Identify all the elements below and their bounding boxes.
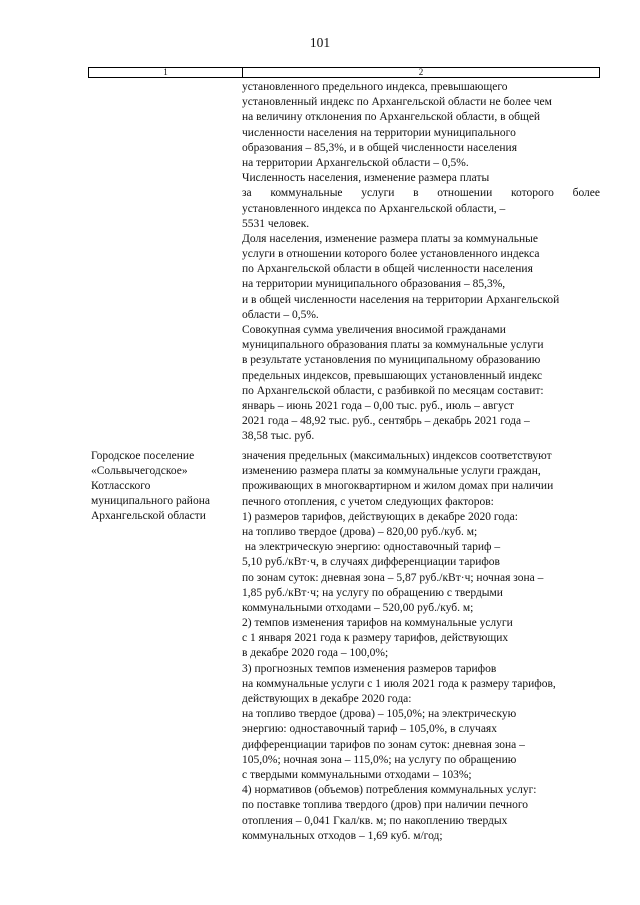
region-name-line: Котласского	[91, 480, 151, 492]
block2-line: значения предельных (максимальных) индексов соответствуют	[242, 450, 552, 462]
block2-line: действующих в декабре 2020 года:	[242, 693, 412, 705]
block2-text	[242, 449, 600, 844]
block2-line: с 1 января 2021 года к размеру тарифов, действующих	[242, 632, 509, 645]
block2-line: 5,10 руб./кВт·ч, в случаях дифференциации тарифов	[242, 556, 500, 569]
region-name-line: Городское поселение	[91, 450, 195, 462]
table-header-row	[88, 67, 600, 78]
column-2-header: 2	[418, 67, 424, 77]
block2-line: 1) размеров тарифов, действующих в декабре 2020 года:	[242, 510, 518, 523]
region-name-line: Архангельской области	[91, 510, 206, 522]
block2-line: коммунальных отходов – 1,69 куб. м/год;	[242, 829, 443, 842]
block1-line: услуги в отношении которого более установленного индекса	[242, 248, 540, 261]
block1-line: предельных индексов, превышающих установленный индекс	[242, 369, 543, 382]
block2-line: на коммунальные услуги с 1 июля 2021 года к размеру тарифов,	[242, 677, 556, 690]
block2-line: 2) темпов изменения тарифов на коммунальные услуги	[242, 617, 513, 630]
block2-line: по поставке топлива твердого (дров) при наличии печного	[242, 799, 529, 812]
block1-line: январь – июнь 2021 года – 0,00 тыс. руб., июль – август	[242, 399, 514, 412]
block2-line: по зонам суток: дневная зона – 5,87 руб./кВт·ч; ночная зона –	[242, 571, 544, 584]
block1-line: установленного индекса по Архангельской области, –	[242, 202, 506, 215]
block1-line: численности населения на территории муниципального	[242, 126, 516, 139]
block1-line: за коммунальные услуги в отношении которого более	[242, 187, 600, 200]
block2-line: энергию: одноставочный тариф – 105,0%, в случаях	[242, 723, 497, 736]
block1-line: Доля населения, изменение размера платы за коммунальные	[242, 232, 538, 245]
block1-line: области – 0,5%.	[242, 308, 319, 321]
block1-text	[242, 80, 600, 445]
region-name-line: муниципального района	[91, 495, 210, 507]
block2-line: 3) прогнозных темпов изменения размеров тарифов	[242, 662, 497, 675]
block1-line: по Архангельской области, с разбивкой по месяцам составит:	[242, 384, 544, 397]
block1-line: муниципального образования платы за коммунальные услуги	[242, 339, 544, 352]
block2-line: 1,85 руб./кВт·ч; на услугу по обращению с твердыми	[242, 586, 503, 599]
block2-line: 105,0%; ночная зона – 115,0%; на услугу по обращению	[242, 753, 517, 766]
block1-line: по Архангельской области в общей численности населения	[242, 263, 533, 276]
block2-line: печного отопления, с учетом следующих факторов:	[242, 495, 494, 508]
block1-line: на территории Архангельской области – 0,5%.	[242, 156, 469, 169]
block1-line: и в общей численности населения на территории Архангельской	[242, 293, 560, 306]
block2-line: с твердыми коммунальными отходами – 103%;	[242, 768, 472, 781]
block2-line: дифференциации тарифов по зонам суток: дневная зона –	[242, 738, 525, 751]
block1-line: на величину отклонения по Архангельской области, в общей	[242, 111, 541, 124]
region-name	[91, 449, 236, 524]
block1-line: 5531 человек.	[242, 217, 310, 230]
block2-line: проживающих в многоквартирном и жилом домах при наличии	[242, 480, 554, 493]
block1-line: на территории муниципального образования – 85,3%,	[242, 278, 506, 291]
block1-line: Численность населения, изменение размера платы	[242, 172, 490, 185]
block1-line: Совокупная сумма увеличения вносимой гражданами	[242, 324, 506, 336]
block2-line: коммунальными отходами – 520,00 руб./куб. м;	[242, 601, 474, 614]
block2-line: на электрическую энергию: одноставочный тариф –	[242, 541, 501, 554]
block2-line: на топливо твердое (дрова) – 105,0%; на электрическую	[242, 708, 517, 721]
block2-line: на топливо твердое (дрова) – 820,00 руб./куб. м;	[242, 525, 478, 538]
block1-line: 2021 года – 48,92 тыс. руб., сентябрь – декабрь 2021 года –	[242, 415, 530, 428]
page-number: 101	[309, 35, 331, 50]
block2-line: отопления – 0,041 Гкал/кв. м; по накоплению твердых	[242, 814, 508, 827]
block2-line: в декабре 2020 года – 100,0%;	[242, 647, 389, 660]
block2-line: 4) нормативов (объемов) потребления коммунальных услуг:	[242, 784, 537, 797]
block1-line: в результате установления по муниципальному образованию	[242, 354, 541, 367]
block1-line: установленный индекс по Архангельской области не более чем	[242, 96, 552, 109]
block2-line: изменению размера платы за коммунальные услуги граждан,	[242, 465, 541, 478]
region-name-line: «Сольвычегодское»	[91, 465, 188, 477]
block1-line: образования – 85,3%, и в общей численности населения	[242, 141, 517, 154]
block1-line: установленного предельного индекса, превышающего	[242, 81, 508, 93]
column-1-header: 1	[89, 68, 243, 77]
block1-line: 38,58 тыс. руб.	[242, 430, 315, 443]
